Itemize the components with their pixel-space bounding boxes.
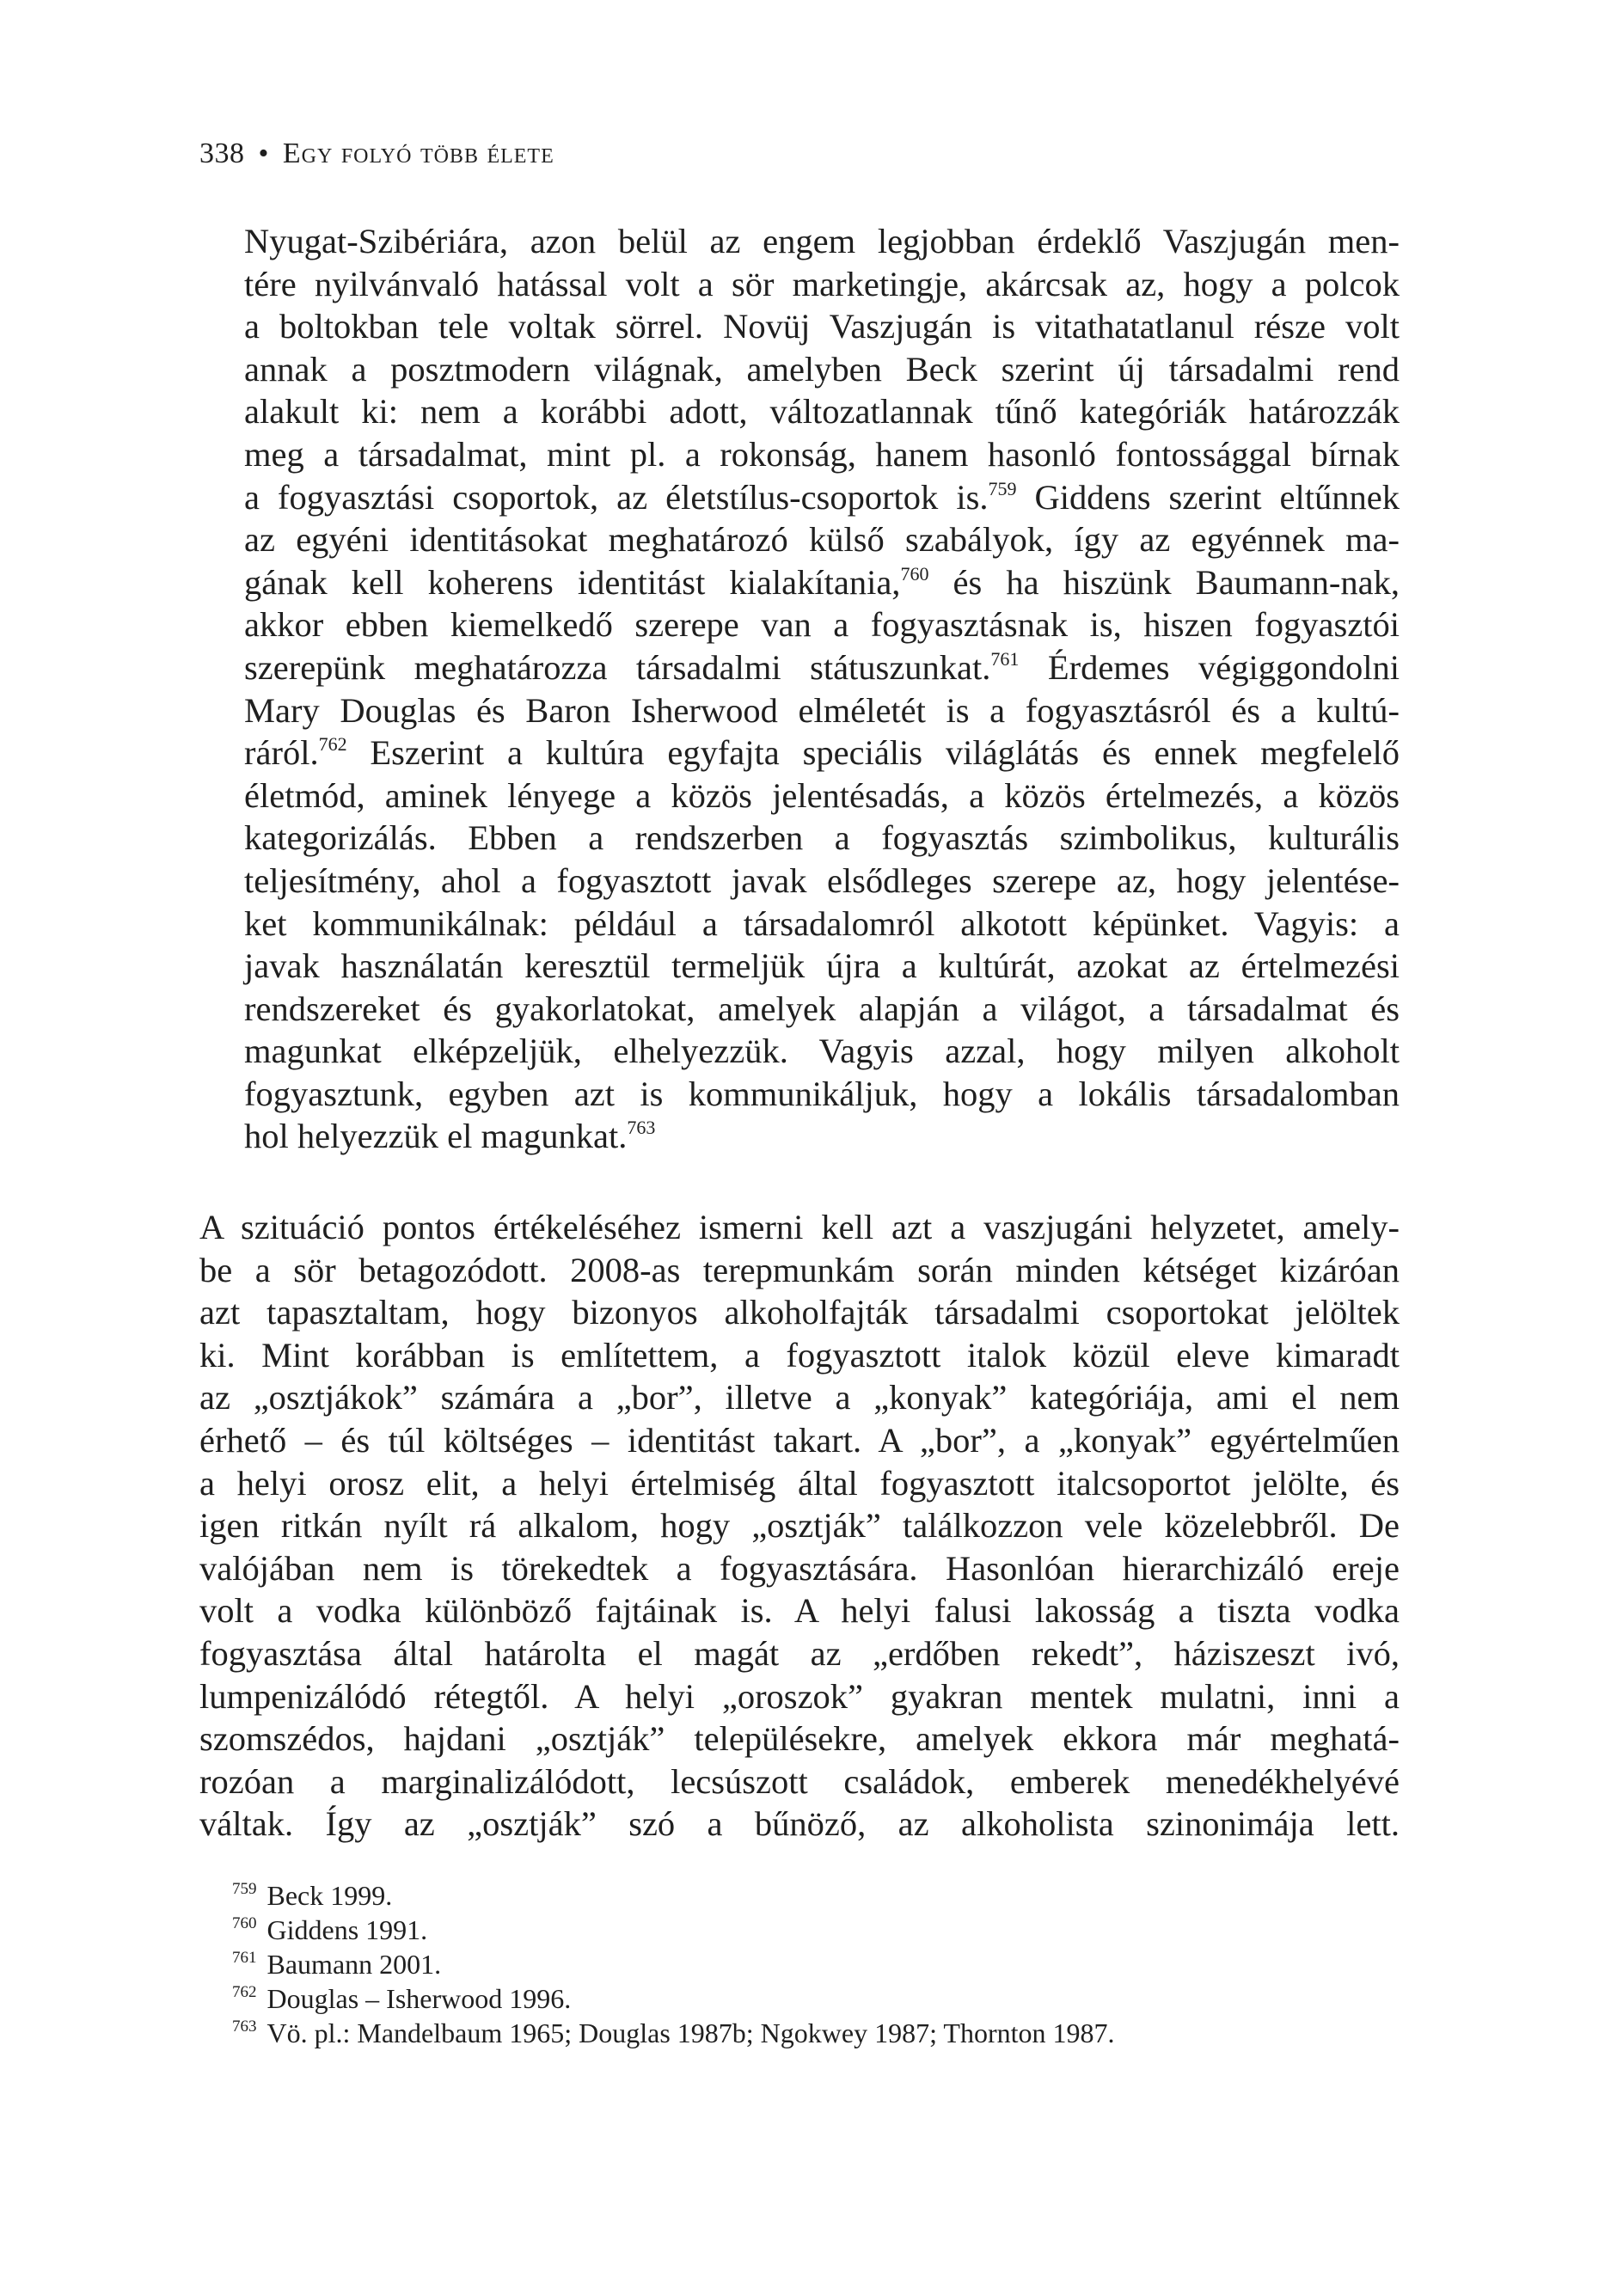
- footnote-text: Vö. pl.: Mandelbaum 1965; Douglas 1987b; Ngokwey 1987; Thornton 1987.: [266, 2017, 1115, 2048]
- text-line: akkor ebben kiemelkedő szerepe van a fogyasztásnak is, hiszen fogyasztói: [244, 605, 1400, 645]
- text-line: teljesítmény, ahol a fogyasztott javak elsődleges szerepe az, hogy jelentése-: [244, 860, 1400, 900]
- page-number: 338: [199, 138, 245, 169]
- text-line: fogyasztunk, egyben azt is kommunikáljuk, hogy a lokális társadalomban: [244, 1074, 1400, 1113]
- text-segment: hol helyezzük el magunkat.: [244, 1117, 628, 1156]
- running-title: Egy folyó több élete: [282, 138, 554, 169]
- text-line: ki. Mint korábban is említettem, a fogyasztott italok közül eleve kimaradt: [199, 1335, 1400, 1375]
- text-line: azt tapasztaltam, hogy bizonyos alkoholfajták társadalmi csoportokat jelöltek: [199, 1293, 1400, 1332]
- footnote-number: 763: [232, 2017, 257, 2036]
- header-bullet: •: [258, 138, 269, 169]
- text-line: Mary Douglas és Baron Isherwood elméletét is a fogyasztásról és a kultú-: [244, 690, 1400, 730]
- text-line: a helyi orosz elit, a helyi értelmiség által fogyasztott italcsoportot jelölte, és: [199, 1463, 1400, 1503]
- text-segment: a fogyasztási csoportok, az életstílus-csoportok is.: [244, 477, 989, 517]
- text-line: váltak. Így az „osztják” szó a bűnöző, az alkoholista szinonimája lett.: [199, 1804, 1400, 1844]
- text-line: ket kommunikálnak: például a társadalomról alkotott képünket. Vagyis: a: [244, 903, 1400, 943]
- text-line: tére nyilvánvaló hatással volt a sör marketingje, akárcsak az, hogy a polcok: [244, 264, 1400, 303]
- text-segment: Érdemes végiggondolni: [1019, 647, 1400, 687]
- text-line: javak használatán keresztül termeljük újra a kultúrát, azokat az értelmezési: [244, 946, 1400, 986]
- footnote-762: [232, 1981, 1350, 2016]
- footnote-ref[interactable]: 760: [900, 562, 929, 585]
- text-line: lumpenizálódó rétegtől. A helyi „oroszok” gyakran mentek mulatni, inni a: [199, 1676, 1400, 1716]
- footnote-number: 759: [232, 1880, 257, 1898]
- text-line: [199, 646, 1400, 689]
- footnote-number: 761: [232, 1949, 257, 1967]
- text-line: meg a társadalmat, mint pl. a rokonság, hanem hasonló fontossággal bírnak: [244, 434, 1400, 474]
- text-line: érhető – és túl költséges – identitást takart. A „bor”, a „konyak” egyértelműen: [199, 1420, 1400, 1460]
- text-segment: és ha hiszünk Baumann-nak,: [928, 562, 1400, 602]
- footnote-761: [232, 1947, 1350, 1981]
- text-segment: ráról.: [244, 733, 319, 773]
- paragraph-1: [199, 220, 1400, 1158]
- footnote-number: 762: [232, 1983, 257, 2001]
- text-line: fogyasztása által határolta el magát az „erdőben rekedt”, háziszeszt ivó,: [199, 1633, 1400, 1673]
- text-line: rendszereket és gyakorlatokat, amelyek alapján a világot, a társadalmat és: [244, 989, 1400, 1028]
- text-line: volt a vodka különböző fajtáinak is. A helyi falusi lakosság a tiszta vodka: [199, 1591, 1400, 1631]
- text-line: igen ritkán nyílt rá alkalom, hogy „osztják” találkozzon vele közelebbről. De: [199, 1506, 1400, 1546]
- text-line: [199, 476, 1400, 519]
- text-segment: Eszerint a kultúra egyfajta speciális világlátás és ennek megfelelő: [346, 733, 1400, 773]
- text-line: életmód, aminek lényege a közös jelentésadás, a közös értelmezés, a közös: [244, 775, 1400, 815]
- footnote-text: Beck 1999.: [266, 1880, 393, 1911]
- footnote-ref[interactable]: 761: [990, 647, 1020, 670]
- text-line: [199, 1115, 1400, 1158]
- text-line: valójában nem is törekedtek a fogyasztására. Hasonlóan hierarchizáló ereje: [199, 1548, 1400, 1588]
- text-line: alakult ki: nem a korábbi adott, változatlannak tűnő kategóriák határozzák: [244, 392, 1400, 432]
- text-line: kategorizálás. Ebben a rendszerben a fogyasztás szimbolikus, kulturális: [244, 818, 1400, 858]
- footnote-text: Giddens 1991.: [266, 1914, 428, 1945]
- footnote-ref[interactable]: 762: [318, 733, 347, 756]
- text-line: az „osztjákok” számára a „bor”, illetve a „konyak” kategóriája, ami el nem: [199, 1378, 1400, 1417]
- text-line: a boltokban tele voltak sörrel. Novüj Vaszjugán is vitathatatlanul része volt: [244, 307, 1400, 346]
- footnote-ref[interactable]: 759: [988, 477, 1017, 499]
- footnote-763: [232, 2016, 1350, 2050]
- text-line: Nyugat-Szibériára, azon belül az engem legjobban érdeklő Vaszjugán men-: [244, 222, 1400, 260]
- text-line: rozóan a marginalizálódott, lecsúszott családok, emberek menedékhelyévé: [199, 1761, 1400, 1801]
- text-line: az egyéni identitásokat meghatározó külső szabályok, így az egyénnek ma-: [244, 520, 1400, 560]
- text-segment: Giddens szerint eltűnnek: [1016, 477, 1400, 517]
- text-line: szomszédos, hajdani „osztják” településekre, amelyek ekkora már meghatá-: [199, 1719, 1400, 1759]
- text-line: annak a posztmodern világnak, amelyben Beck szerint új társadalmi rend: [244, 349, 1400, 389]
- footnote-text: Douglas – Isherwood 1996.: [266, 1983, 572, 2014]
- footnotes: [232, 1878, 1350, 2050]
- text-line: magunkat elképzeljük, elhelyezzük. Vagyis azzal, hogy milyen alkoholt: [244, 1032, 1400, 1071]
- running-head: [199, 138, 554, 170]
- text-line: [199, 561, 1400, 604]
- text-segment: gának kell koherens identitást kialakítania,: [244, 562, 901, 602]
- text-line: A szituáció pontos értékeléséhez ismerni kell azt a vaszjugáni helyzetet, amely-: [199, 1208, 1400, 1246]
- footnote-number: 760: [232, 1914, 257, 1932]
- footnote-text: Baumann 2001.: [266, 1949, 442, 1980]
- footnote-760: [232, 1913, 1350, 1947]
- text-segment: szerepünk meghatározza társadalmi státuszunkat.: [244, 647, 991, 687]
- footnote-ref[interactable]: 763: [627, 1117, 656, 1139]
- text-line: be a sör betagozódott. 2008-as terepmunkám során minden kétséget kizáróan: [199, 1250, 1400, 1289]
- paragraph-2: [199, 1206, 1400, 1846]
- text-line: [199, 732, 1400, 775]
- footnote-759: [232, 1878, 1350, 1913]
